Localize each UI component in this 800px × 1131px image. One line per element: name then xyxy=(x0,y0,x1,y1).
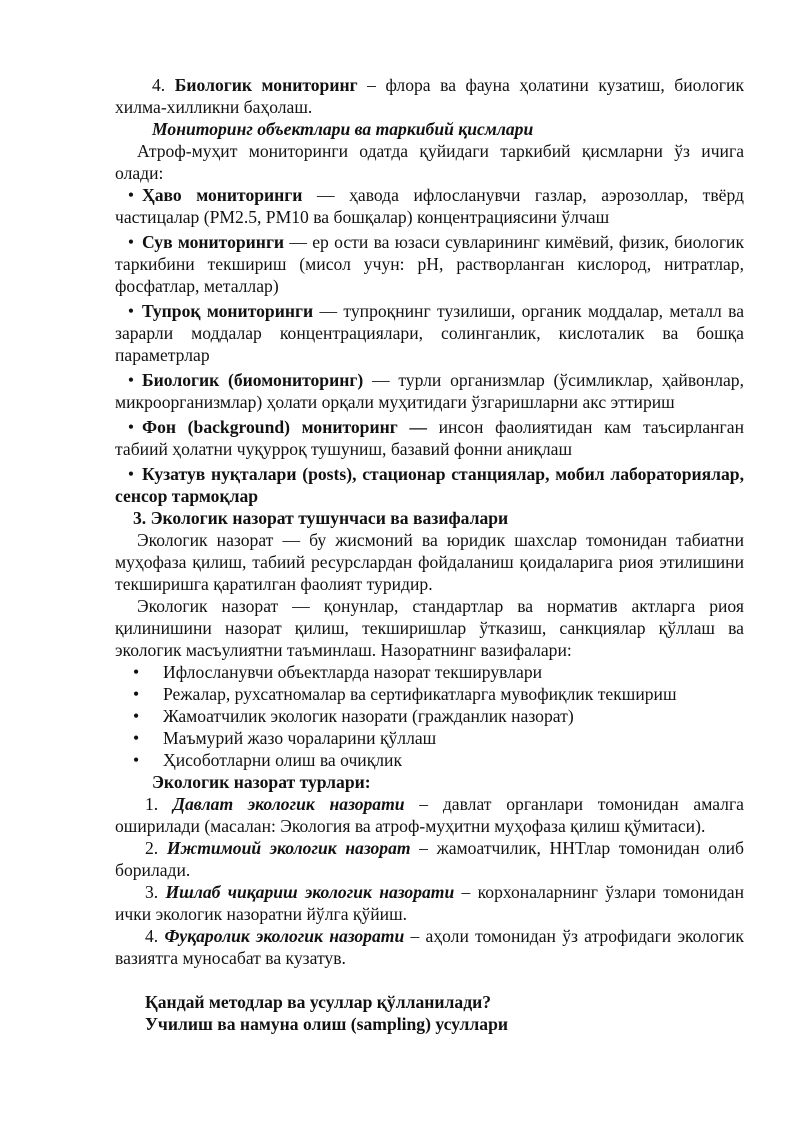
list-item-term: Тупроқ мониторинги xyxy=(142,301,314,321)
list-item xyxy=(133,683,744,705)
bullet-icon: • xyxy=(133,750,140,770)
bullet-icon: • xyxy=(127,185,134,205)
list-item-text: Ҳисоботларни олиш ва очиқлик xyxy=(163,750,402,770)
bullet-icon: • xyxy=(127,301,134,321)
item-number: 4. xyxy=(152,75,166,95)
paragraph-biological-monitoring xyxy=(115,74,744,118)
list-item-text: – жамоатчилик, ННТлар томонидан олиб борилади. xyxy=(115,838,744,880)
item-number: 2. xyxy=(145,838,159,858)
list-item-text: Режалар, рухсатномалар ва сертификатларга мувофиқлик текшириш xyxy=(163,684,677,704)
list-item xyxy=(115,793,744,837)
list-item xyxy=(133,661,744,683)
list-item-term: Ижтимоий экологик назорат xyxy=(166,838,411,858)
list-item xyxy=(115,463,744,507)
item-number: 3. xyxy=(145,882,159,902)
intro-paragraph: Атроф-муҳит мониторинги одатда қуйидаги таркибий қисмларни ўз ичига олади: xyxy=(115,141,744,183)
list-item xyxy=(133,749,744,771)
definition-text: – флора ва фауна ҳолатини кузатиш, биологик хилма-хилликни баҳолаш. xyxy=(115,75,744,117)
list-item xyxy=(115,881,744,925)
list-item-text: — тупроқнинг тузилиши, органик моддалар, металл ва зарарли моддалар концентрациялари, солинганлик, кислоталик ва бошқа параметрлар xyxy=(115,301,745,365)
list-item-text: — турли организмлар (ўсимликлар, ҳайвонлар, микроорганизмлар) ҳолати орқали муҳитидаги ўзгаришларни акс эттириш xyxy=(115,370,745,412)
list-item-text: инсон фаолиятидан кам таъсирланган табиий ҳолатни чуқурроқ тушуниш, базавий фонни аниқлаш xyxy=(115,417,744,459)
bullet-icon: • xyxy=(127,232,134,252)
list-item-text: – корхоналарнинг ўзлари томонидан ички экологик назоратни йўлга қўйиш. xyxy=(115,882,744,924)
bullet-icon: • xyxy=(133,728,140,748)
list-item-term: Давлат экологик назорати xyxy=(172,794,405,814)
bullet-icon: • xyxy=(127,417,134,437)
list-item-text: Маъмурий жазо чораларини қўллаш xyxy=(163,728,437,748)
sampling-heading: Училиш ва намуна олиш (sampling) усуллари xyxy=(145,1014,509,1034)
list-item-text: — ҳавода ифлосланувчи газлар, аэрозоллар, твёрд частицалар (PM2.5, PM10 ва бошқалар) концентрациясини ўлчаш xyxy=(115,185,744,227)
list-item-text: – давлат органлари томонидан амалга оширилади (масалан: Экология ва атроф-муҳитни муҳофаза қилиш қўмитаси). xyxy=(115,794,744,836)
term-biological-monitoring: Биологик мониторинг xyxy=(174,75,358,95)
blank-line xyxy=(115,969,744,991)
list-item-term: Сув мониторинги xyxy=(142,232,285,252)
list-item-text: Жамоатчилик экологик назорати (гражданлик назорат) xyxy=(163,706,574,726)
question-heading: Қандай методлар ва усуллар қўлланилади? xyxy=(145,992,492,1012)
bullet-icon: • xyxy=(133,662,140,682)
list-item xyxy=(115,300,744,366)
item-number: 4. xyxy=(145,926,159,946)
paragraph-control-definition: Экологик назорат — бу жисмоний ва юридик шахслар томонидан табиатни муҳофаза қилиш, табиий ресурслардан фойдаланиш қоидаларига риоя этилишини текширишга қаратилган фаолият туридир. xyxy=(115,530,744,594)
list-item-term: Биологик (биомониторинг) xyxy=(142,370,364,390)
bullet-icon: • xyxy=(133,684,140,704)
list-item xyxy=(115,837,744,881)
tasks-list xyxy=(115,661,744,771)
list-item xyxy=(133,705,744,727)
bullet-icon: • xyxy=(127,370,134,390)
list-item-text: Ифлосланувчи объектларда назорат текширувлари xyxy=(163,662,543,682)
list-item-term: Ҳаво мониторинги xyxy=(142,185,303,205)
bullet-icon: • xyxy=(133,706,140,726)
paragraph-control-tasks: Экологик назорат — қонунлар, стандартлар ва норматив актларга риоя қилинишини назорат қилиш, текширишлар ўтказиш, санкциялар қўллаш ва экологик масъулиятни таъминлаш. Назоратнинг вазифалари: xyxy=(115,596,744,660)
list-item xyxy=(133,727,744,749)
list-item xyxy=(115,416,744,460)
components-list xyxy=(115,184,744,507)
list-item-term: Фон (background) мониторинг — xyxy=(142,417,427,437)
item-number: 1. xyxy=(145,794,159,814)
list-item-text: – аҳоли томонидан ўз атрофидаги экологик вазиятга муносабат ва кузатув. xyxy=(115,926,744,968)
list-item xyxy=(115,369,744,413)
heading-control-types: Экологик назорат турлари: xyxy=(152,772,371,792)
list-item xyxy=(115,925,744,969)
list-item-term: Ишлаб чиқариш экологик назорати xyxy=(165,882,455,902)
bullet-icon: • xyxy=(127,464,134,484)
control-types-list xyxy=(115,793,744,969)
list-item-term: Фуқаролик экологик назорати xyxy=(164,926,405,946)
section-heading-3: 3. Экологик назорат тушунчаси ва вазифалари xyxy=(133,508,509,528)
list-item xyxy=(115,231,744,297)
list-item xyxy=(115,184,744,228)
list-item-term: Кузатув нуқталари (posts), стационар станциялар, мобил лабораториялар, сенсор тармоқлар xyxy=(115,464,744,506)
heading-monitoring-objects: Мониторинг объектлари ва таркибий қисмлари xyxy=(152,119,534,139)
list-item-text: — ер ости ва юзаси сувларининг кимёвий, физик, биологик таркибини текшириш (мисол учун: pH, растворланган кислород, нитратлар, фосфатлар, металлар) xyxy=(115,232,744,296)
